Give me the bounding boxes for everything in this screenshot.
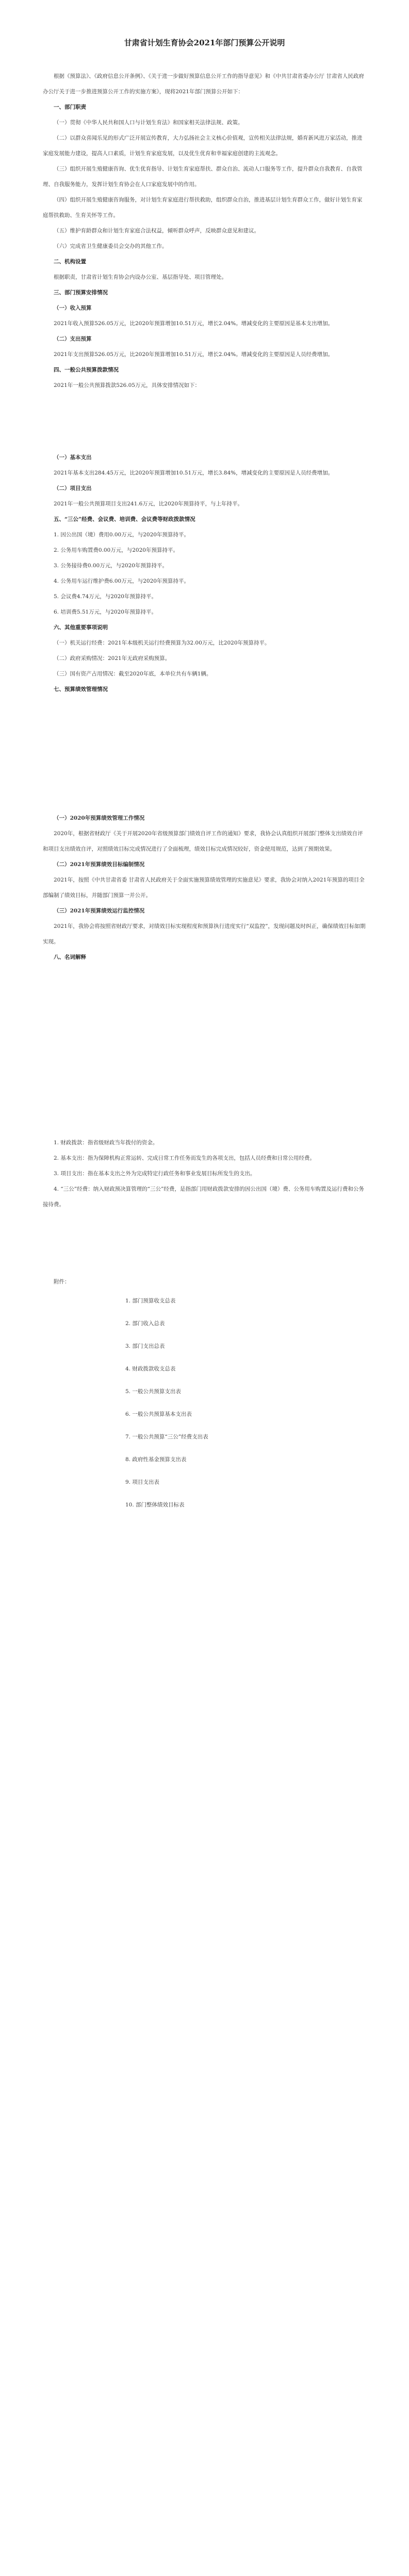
attachment-item: 2. 部门收入总表 (125, 1320, 165, 1327)
attachments-label: 附件： (54, 1279, 70, 1285)
term-item: 1. 财政拨款：指省级财政当年拨付的资金。 (54, 1140, 158, 1146)
term-item: 4. “三公”经费：纳入财政预决算管理的“三公”经费，是指部门用财政拨款安排的因公出国（境）费、公务用车购置及运行费和公务接待费。 (43, 1186, 364, 1208)
term-item: 2. 基本支出：指为保障机构正常运转、完成日常工作任务而发生的各项支出，包括人员经费和日常公用经费。 (54, 1155, 315, 1161)
section-heading: 四、一般公共预算拨款情况 (54, 367, 119, 373)
attachment-list (43, 1290, 366, 1516)
paragraph: 2021年基本支出284.45万元，比2020年预算增加10.51万元，增长3.84%，增减变化的主要原因是人员经费增加。 (54, 470, 334, 476)
subsection-heading: （一）收入预算 (54, 305, 92, 311)
attachment-item: 5. 一般公共预算支出表 (125, 1388, 181, 1395)
section-heading: 八、名词解释 (54, 954, 86, 960)
section-heading: 五、“三公”经费、会议费、培训费、会议费等财政拨款情况 (54, 516, 195, 522)
list-item: （二）政府采购情况：2021年无政府采购预算。 (54, 655, 171, 662)
list-item: 2. 公务用车购置费0.00万元，与2020年预算持平。 (54, 547, 178, 553)
attachment-item: 3. 部门支出总表 (125, 1343, 165, 1349)
section-heading: 一、部门职责 (54, 104, 86, 110)
duty-item: （六）完成省卫生健康委员会交办的其他工作。 (54, 243, 168, 249)
document (43, 37, 366, 1516)
list-item: 3. 公务接待费0.00万元，与2020年预算持平。 (54, 563, 168, 569)
attachment-item: 1. 部门预算收支总表 (125, 1298, 176, 1304)
subsection-heading: （一）基本支出 (54, 454, 92, 461)
subsection-heading: （一）2020年预算绩效管理工作情况 (54, 815, 145, 821)
term-item: 3. 项目支出：指在基本支出之外为完成特定行政任务和事业发展目标所发生的支出。 (54, 1171, 256, 1177)
paragraph: 2021年一般公共预算拨款526.05万元，具体安排情况如下： (54, 382, 200, 388)
attachment-item: 6. 一般公共预算基本支出表 (125, 1411, 192, 1417)
page-title: 甘肃省计划生育协会2021年部门预算公开说明 (124, 38, 285, 47)
duty-item: （二）以群众喜闻乐见的形式广泛开展宣传教育，大力弘扬社会主义核心价值观，宣传相关法律法规，婚育新风进万家活动，推进家庭发展能力建设，提高人口素质，计划生育家庭发展，以及优生优育和幸福家庭创建的主流观念。 (43, 135, 363, 157)
list-item: （三）国有资产占用情况：截至2020年底，本单位共有车辆1辆。 (54, 671, 212, 677)
blank-space (43, 965, 366, 1135)
paragraph: 2020年，根据省财政厅《关于开展2020年省级预算部门绩效自评工作的通知》要求，我协会认真组织开展部门整体支出绩效自评和项目支出绩效自评，对照绩效目标完成情况进行了全面梳理，绩效目标完成情况较好，资金使用规范，达到了预期效果。 (43, 831, 363, 852)
subsection-heading: （二）项目支出 (54, 485, 92, 492)
paragraph: 2021年一般公共预算项目支出241.6万元，比2020年预算持平，与上年持平。 (54, 501, 243, 507)
duty-item: （四）组织开展生殖健康咨询服务，对计划生育家庭进行帮扶救助，组织群众自治，推进基层计划生育群众工作，做好计划生育家庭帮扶救助、生育关怀等工作。 (43, 197, 363, 218)
blank-space (43, 1212, 366, 1274)
section-heading: 六、其他重要事项说明 (54, 624, 108, 631)
list-item: 4. 公务用车运行维护费6.00万元，与2020年预算持平。 (54, 578, 189, 584)
paragraph: 2021年，我协会将按照省财政厅要求，对绩效目标实现程度和预算执行进度实行“双监控”，发现问题及时纠正，确保绩效目标如期实现。 (43, 923, 366, 945)
paragraph: 2021年，按照《中共甘肃省委 甘肃省人民政府关于全面实施预算绩效管理的实施意见》要求，我协会对纳入2021年预算的项目全部编制了绩效目标，并随部门预算一并公开。 (43, 877, 365, 899)
duty-item: （三）组织开展生殖健康咨询、优生优育指导、计划生育家庭帮扶、群众自治、流动人口服务等工作，提升群众自我教育、自我管理、自我服务能力，发挥计划生育协会在人口家庭发展中的作用。 (43, 166, 363, 188)
blank-space (43, 697, 366, 810)
attachment-item: 10. 部门整体绩效目标表 (125, 1502, 185, 1508)
list-item: （一）机关运行经费：2021年本级机关运行经费预算为32.00万元，比2020年预算持平。 (54, 640, 270, 646)
duty-item: （五）维护育龄群众和计划生育家庭合法权益，倾听群众呼声，反映群众意见和建议。 (54, 228, 259, 234)
section-heading: 二、机构设置 (54, 259, 86, 265)
subsection-heading: （三）2021年预算绩效运行监控情况 (54, 908, 145, 914)
intro-paragraph: 根据《预算法》、《政府信息公开条例》、《关于进一步做好预算信息公开工作的指导意见》和《中共甘肃省委办公厅 甘肃省人民政府办公厅关于进一步推进预算公开工作的实施方案》，现将2021年部门预算公开如下： (43, 73, 364, 95)
attachment-item: 8. 政府性基金预算支出表 (125, 1456, 187, 1463)
paragraph: 2021年收入预算526.05万元，比2020年预算增加10.51万元，增长2.04%。增减变化的主要原因是基本支出增加。 (54, 320, 334, 327)
subsection-heading: （二）支出预算 (54, 336, 92, 342)
subsection-heading: （二）2021年预算绩效目标编制情况 (54, 861, 145, 868)
paragraph: 根据职责，甘肃省计划生育协会内设办公室、基层指导处、项目管理处。 (54, 274, 227, 280)
attachment-item: 7. 一般公共预算“三公”经费支出表 (125, 1434, 208, 1440)
list-item: 6. 培训费5.51万元，与2020年预算持平。 (54, 609, 157, 615)
paragraph: 2021年支出预算526.05万元，比2020年预算增加10.51万元，增长2.04%。增减变化的主要原因是人员经费增加。 (54, 351, 334, 358)
section-heading: 三、部门预算安排情况 (54, 290, 108, 296)
blank-space (43, 393, 366, 450)
list-item: 5. 会议费4.74万元，与2020年预算持平。 (54, 594, 157, 600)
list-item: 1. 因公出国（境）费用0.00万元，与2020年预算持平。 (54, 532, 189, 538)
attachment-item: 9. 项目支出表 (125, 1479, 159, 1485)
section-heading: 七、预算绩效管理情况 (54, 686, 108, 692)
attachment-item: 4. 财政拨款收支总表 (125, 1366, 176, 1372)
duty-item: （一）贯彻《中华人民共和国人口与计划生育法》和国家相关法律法规、政策。 (54, 120, 243, 126)
